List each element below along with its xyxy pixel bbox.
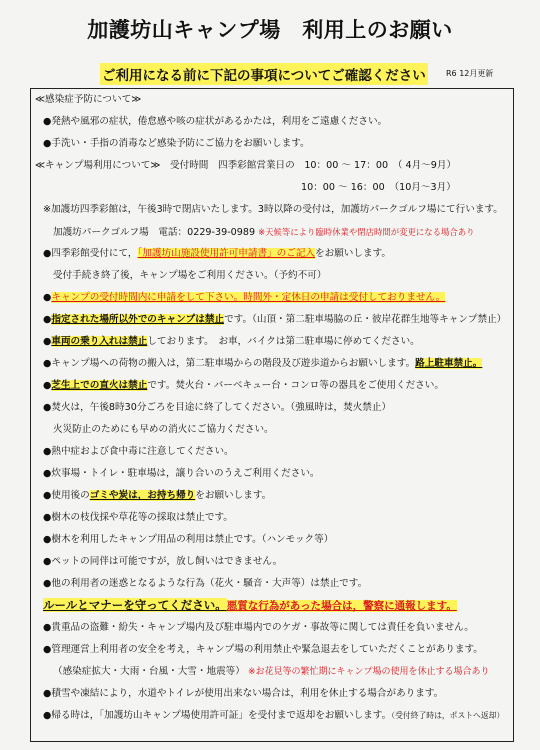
designated-area-detail: です。（山頂・第二駐車場脇の丘・彼岸花群生地等キャンプ禁止） xyxy=(224,314,507,325)
notice-bonfire: ●焚火は，午後8時30分ごろを目途に終了してください。（強風時は，焚火禁止） xyxy=(43,402,392,413)
police-warning: 悪質な行為があった場合は，警察に通報します。 xyxy=(226,600,457,612)
bullet: ● xyxy=(43,380,52,391)
subtitle: ご利用になる前に下記の事項についてご確認ください xyxy=(100,63,428,85)
notice-heatstroke: ●熱中症および食中毒に注意してください。 xyxy=(43,446,234,457)
section-infection-heading: ≪感染症予防について≫ xyxy=(35,94,142,105)
notice-handwash: ●手洗い・手指の消毒など感染予防にご協力をお願いします。 xyxy=(43,138,310,149)
application-form-name: 「加護坊山施設使用許可申請書」のご記入 xyxy=(137,248,316,259)
hanami-closure-note: ※お花見等の繁忙期にキャンプ場の使用を休止する場合あり xyxy=(247,667,490,677)
notice-snow: ●積雪や凍結により，水道やトイレが使用出来ない場合は，利用を休止する場合があります。 xyxy=(43,688,444,699)
golf-phone: 加護坊パークゴルフ場 電話：0229-39-0989 xyxy=(53,227,256,238)
garbage-suffix: をお願いします。 xyxy=(195,490,272,501)
update-date: R6 12月更新 xyxy=(446,69,494,78)
hours-winter: 10：00 ～ 16：00 （10月～3月） xyxy=(301,182,456,193)
designated-area-warning: 指定された場所以外でのキャンプは禁止 xyxy=(51,314,225,325)
notice-return-permit xyxy=(43,709,504,723)
notice-luggage xyxy=(43,357,482,371)
notice-box xyxy=(30,88,514,742)
section-camp-heading: ≪キャンプ場利用について≫ 受付時間 四季彩館営業日の 10：00 ～ 17：00 （ 4月～9月） xyxy=(35,160,457,171)
bullet: ● xyxy=(43,314,52,325)
notice-no-hammock: ●樹木を利用したキャンプ用品の利用は禁止です。（ハンモック等） xyxy=(43,534,334,545)
luggage-detail: ●キャンプ場への荷物の搬入は，第二駐車場からの階段及び遊歩道からお願いします。 xyxy=(43,358,416,369)
rules-manners: ルールとマナーを守ってください。 xyxy=(43,598,227,612)
notice-vehicles xyxy=(43,335,420,349)
notice-open-fire xyxy=(43,379,444,393)
return-permit-post: （受付終了時は，ポストへ返却） xyxy=(391,711,505,720)
notice-evacuation: ●管理運営上利用者の安全を考え，キャンプ場の利用禁止や緊急退去をしていただくことがあります。 xyxy=(43,644,483,655)
notice-application xyxy=(43,247,391,261)
golf-contact xyxy=(53,225,475,240)
bullet: ● xyxy=(43,336,52,347)
vehicle-ban: 車両の乗り入れは禁止 xyxy=(51,336,148,347)
vehicle-detail: しております。 お車，バイクは第二駐車場に停めてください。 xyxy=(147,336,420,347)
garbage-prefix: ●使用後の xyxy=(43,490,90,501)
notice-no-cutting: ●樹木の枝伐採や草花等の採取は禁止です。 xyxy=(43,512,233,523)
notice-designated-area xyxy=(43,313,506,327)
return-permit: ●帰る時は，「加護坊山キャンプ場使用許可証」を受付まで返却をお願いします。 xyxy=(43,710,392,721)
notice-evacuation-detail xyxy=(53,665,489,679)
notice-shared-facilities: ●炊事場・トイレ・駐車場は，譲り合いのうえご利用ください。 xyxy=(43,468,320,479)
notice-no-reservation: 受付手続き終了後，キャンプ場をご利用ください。（予約不可） xyxy=(53,270,327,281)
bullet: ● xyxy=(43,292,52,303)
subtitle-wrap xyxy=(100,63,428,85)
open-fire-detail: です。焚火台・バーベキュー台・コンロ等の器具をご使用ください。 xyxy=(147,380,444,391)
notice-pets: ●ペットの同伴は可能ですが，放し飼いはできません。 xyxy=(43,556,283,567)
application-suffix: をお願いします。 xyxy=(315,248,391,259)
disaster-examples: （感染症拡大・大雨・台風・大雪・地震等） xyxy=(53,666,245,677)
reception-hours-warning: キャンプの受付時間内に申請をして下さい。時間外・定休日の申請は受付しておりません。 xyxy=(51,292,446,303)
notice-nuisance: ●他の利用者の迷惑となるような行為（花火・騒音・大声等）は禁止です。 xyxy=(43,578,368,589)
notice-reception-closing: ※加護坊四季彩館は，午後3時で閉店いたします。3時以降の受付は，加護坊パークゴルフ場にて行います。 xyxy=(43,204,503,215)
garbage-take-home: ゴミや炭は，お持ち帰り xyxy=(89,490,196,501)
notice-reception-hours xyxy=(43,291,445,305)
notice-fire-prevention: 火災防止のためにも早めの消火にご協力ください。 xyxy=(53,424,274,435)
page-title: 加護坊山キャンプ場 利用上のお願い xyxy=(87,18,453,42)
notice-garbage xyxy=(43,489,271,503)
application-prefix: ●四季彩館受付にて， xyxy=(43,248,138,259)
open-fire-ban: 芝生上での直火は禁止 xyxy=(51,380,148,391)
notice-fever: ●発熱や風邪の症状，倦怠感や咳の症状があるかたは，利用をご遠慮ください。 xyxy=(43,116,388,127)
rules-warning xyxy=(43,598,457,614)
street-parking-ban: 路上駐車禁止。 xyxy=(415,358,483,369)
temporary-closure-note: ※天候等により臨時休業や閉店時間が変更になる場合あり xyxy=(258,227,475,237)
notice-liability: ●貴重品の盗難・紛失・キャンプ場内及び駐車場内でのケガ・事故等に関しては責任を負いません。 xyxy=(43,622,474,633)
